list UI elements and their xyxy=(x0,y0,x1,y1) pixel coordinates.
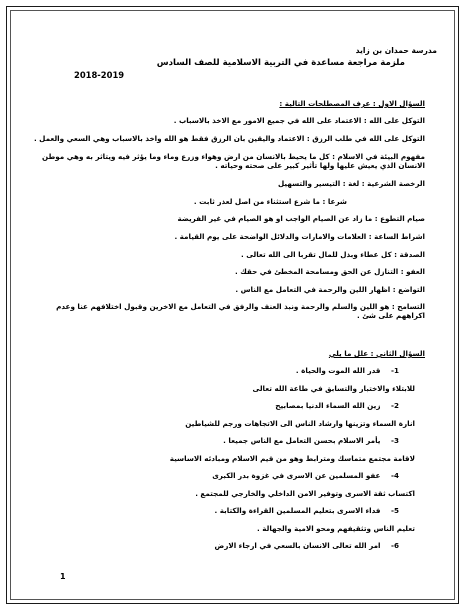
q1-item: التوكل على الله : الاعتماد على الله في جميع الامور مع الاخذ بالاسباب . xyxy=(173,116,425,125)
q1-item: التوكل على الله في طلب الرزق : الاعتماد واليقين بان الرزق فقط هو الله واخذ بالاسباب وهي السعي والعمل . xyxy=(33,134,425,143)
q1-item: مفهوم البيئة في الاسلام : كل ما يحيط بالانسان من ارض وهواء وزرع وماء وما يؤثر فيه ويتاثر به وهي موطن الانسان الذي يعيش عليها ولها تأثير كبير على صحته وحياته . xyxy=(42,152,425,170)
q2-question-text: يأمر الاسلام بحسن التعامل مع الناس جميعا . xyxy=(223,436,381,445)
q2-question-text: امر الله تعالى الانسان بالسعي في ارجاء الارض xyxy=(214,541,381,550)
q2-answer: انارة السماء وتزينها وارشاد الناس الى الاتجاهات ورجم للشياطين xyxy=(185,419,415,428)
q2-question xyxy=(214,507,399,516)
q2-answer: لاقامة مجتمع متماسك ومترابط وهو من قيم الاسلام ومبادئه الاساسية xyxy=(169,454,415,463)
q2-question xyxy=(215,542,399,551)
q1-item: العفو : التنازل عن الحق ومسامحة المخطئ في حقك . xyxy=(234,267,425,276)
q2-question-number: 2- xyxy=(391,401,399,410)
q2-heading: السؤال الثاني : علل ما يلي xyxy=(328,349,425,358)
q1-item: الصدقة : كل عطاء وبذل للمال تقربا الى الله تعالى . xyxy=(241,250,425,259)
q2-question-text: قدر الله الموت والحياة . xyxy=(295,366,381,375)
q2-question-text: عفو المسلمين عن الاسرى في غزوة بدر الكبرى xyxy=(212,471,381,480)
q1-item: صيام التطوع : ما زاد عن الصيام الواجب او هو الصيام في غير الفريضة xyxy=(177,214,425,223)
q2-question xyxy=(275,402,399,411)
q2-question-text: زين الله السماء الدنيا بمصابيح xyxy=(275,401,381,410)
q2-answer: تعليم الناس وتثقيفهم ومحو الامية والجهالة . xyxy=(257,524,415,533)
q2-answer: اكتساب ثقة الاسرى وتوفير الامن الداخلي والخارجي للمجتمع . xyxy=(195,489,415,498)
q1-item: الرخصة الشرعية : لغة : التيسير والتسهيل xyxy=(277,179,425,188)
q2-question xyxy=(296,367,399,376)
q2-question-number: 4- xyxy=(391,471,399,480)
q2-question-number: 6- xyxy=(391,541,399,550)
q2-question xyxy=(212,472,399,481)
q2-question-text: فداء الاسرى بتعليم المسلمين القراءة والكتابة . xyxy=(214,506,381,515)
page-number: 1 xyxy=(60,572,66,581)
document-title: ملزمة مراجعة مساعدة في التربية الاسلامية للصف السادس xyxy=(156,58,405,68)
q1-item: التواضع : اظهار اللين والرحمة في التعامل مع الناس . xyxy=(235,285,425,294)
school-year: 2018-2019 xyxy=(74,70,125,80)
q1-heading: السؤال الاول : عرف المصطلحات التالية : xyxy=(279,99,425,108)
school-name: مدرسة حمدان بن زايد xyxy=(355,46,437,55)
q2-question-number: 1- xyxy=(391,366,399,375)
q2-answer: للابتلاء والاختبار والتسابق في طاعة الله تعالى xyxy=(252,384,415,393)
q1-item: التسامح : هو اللين والسلم والرحمة ونبذ العنف والرفق في التعامل مع الاخرين وقبول اختلافهم عنا وعدم اكراههم على شئ . xyxy=(56,302,425,320)
q1-item: شرعا : ما شرع استثناء من اصل لعذر ثابت . xyxy=(193,197,347,206)
q1-item: اشراط الساعة : العلامات والامارات والدلائل الواضحة على يوم القيامة . xyxy=(174,232,425,241)
q2-question-number: 3- xyxy=(391,436,399,445)
q2-question xyxy=(223,437,399,446)
q2-question-number: 5- xyxy=(391,506,399,515)
